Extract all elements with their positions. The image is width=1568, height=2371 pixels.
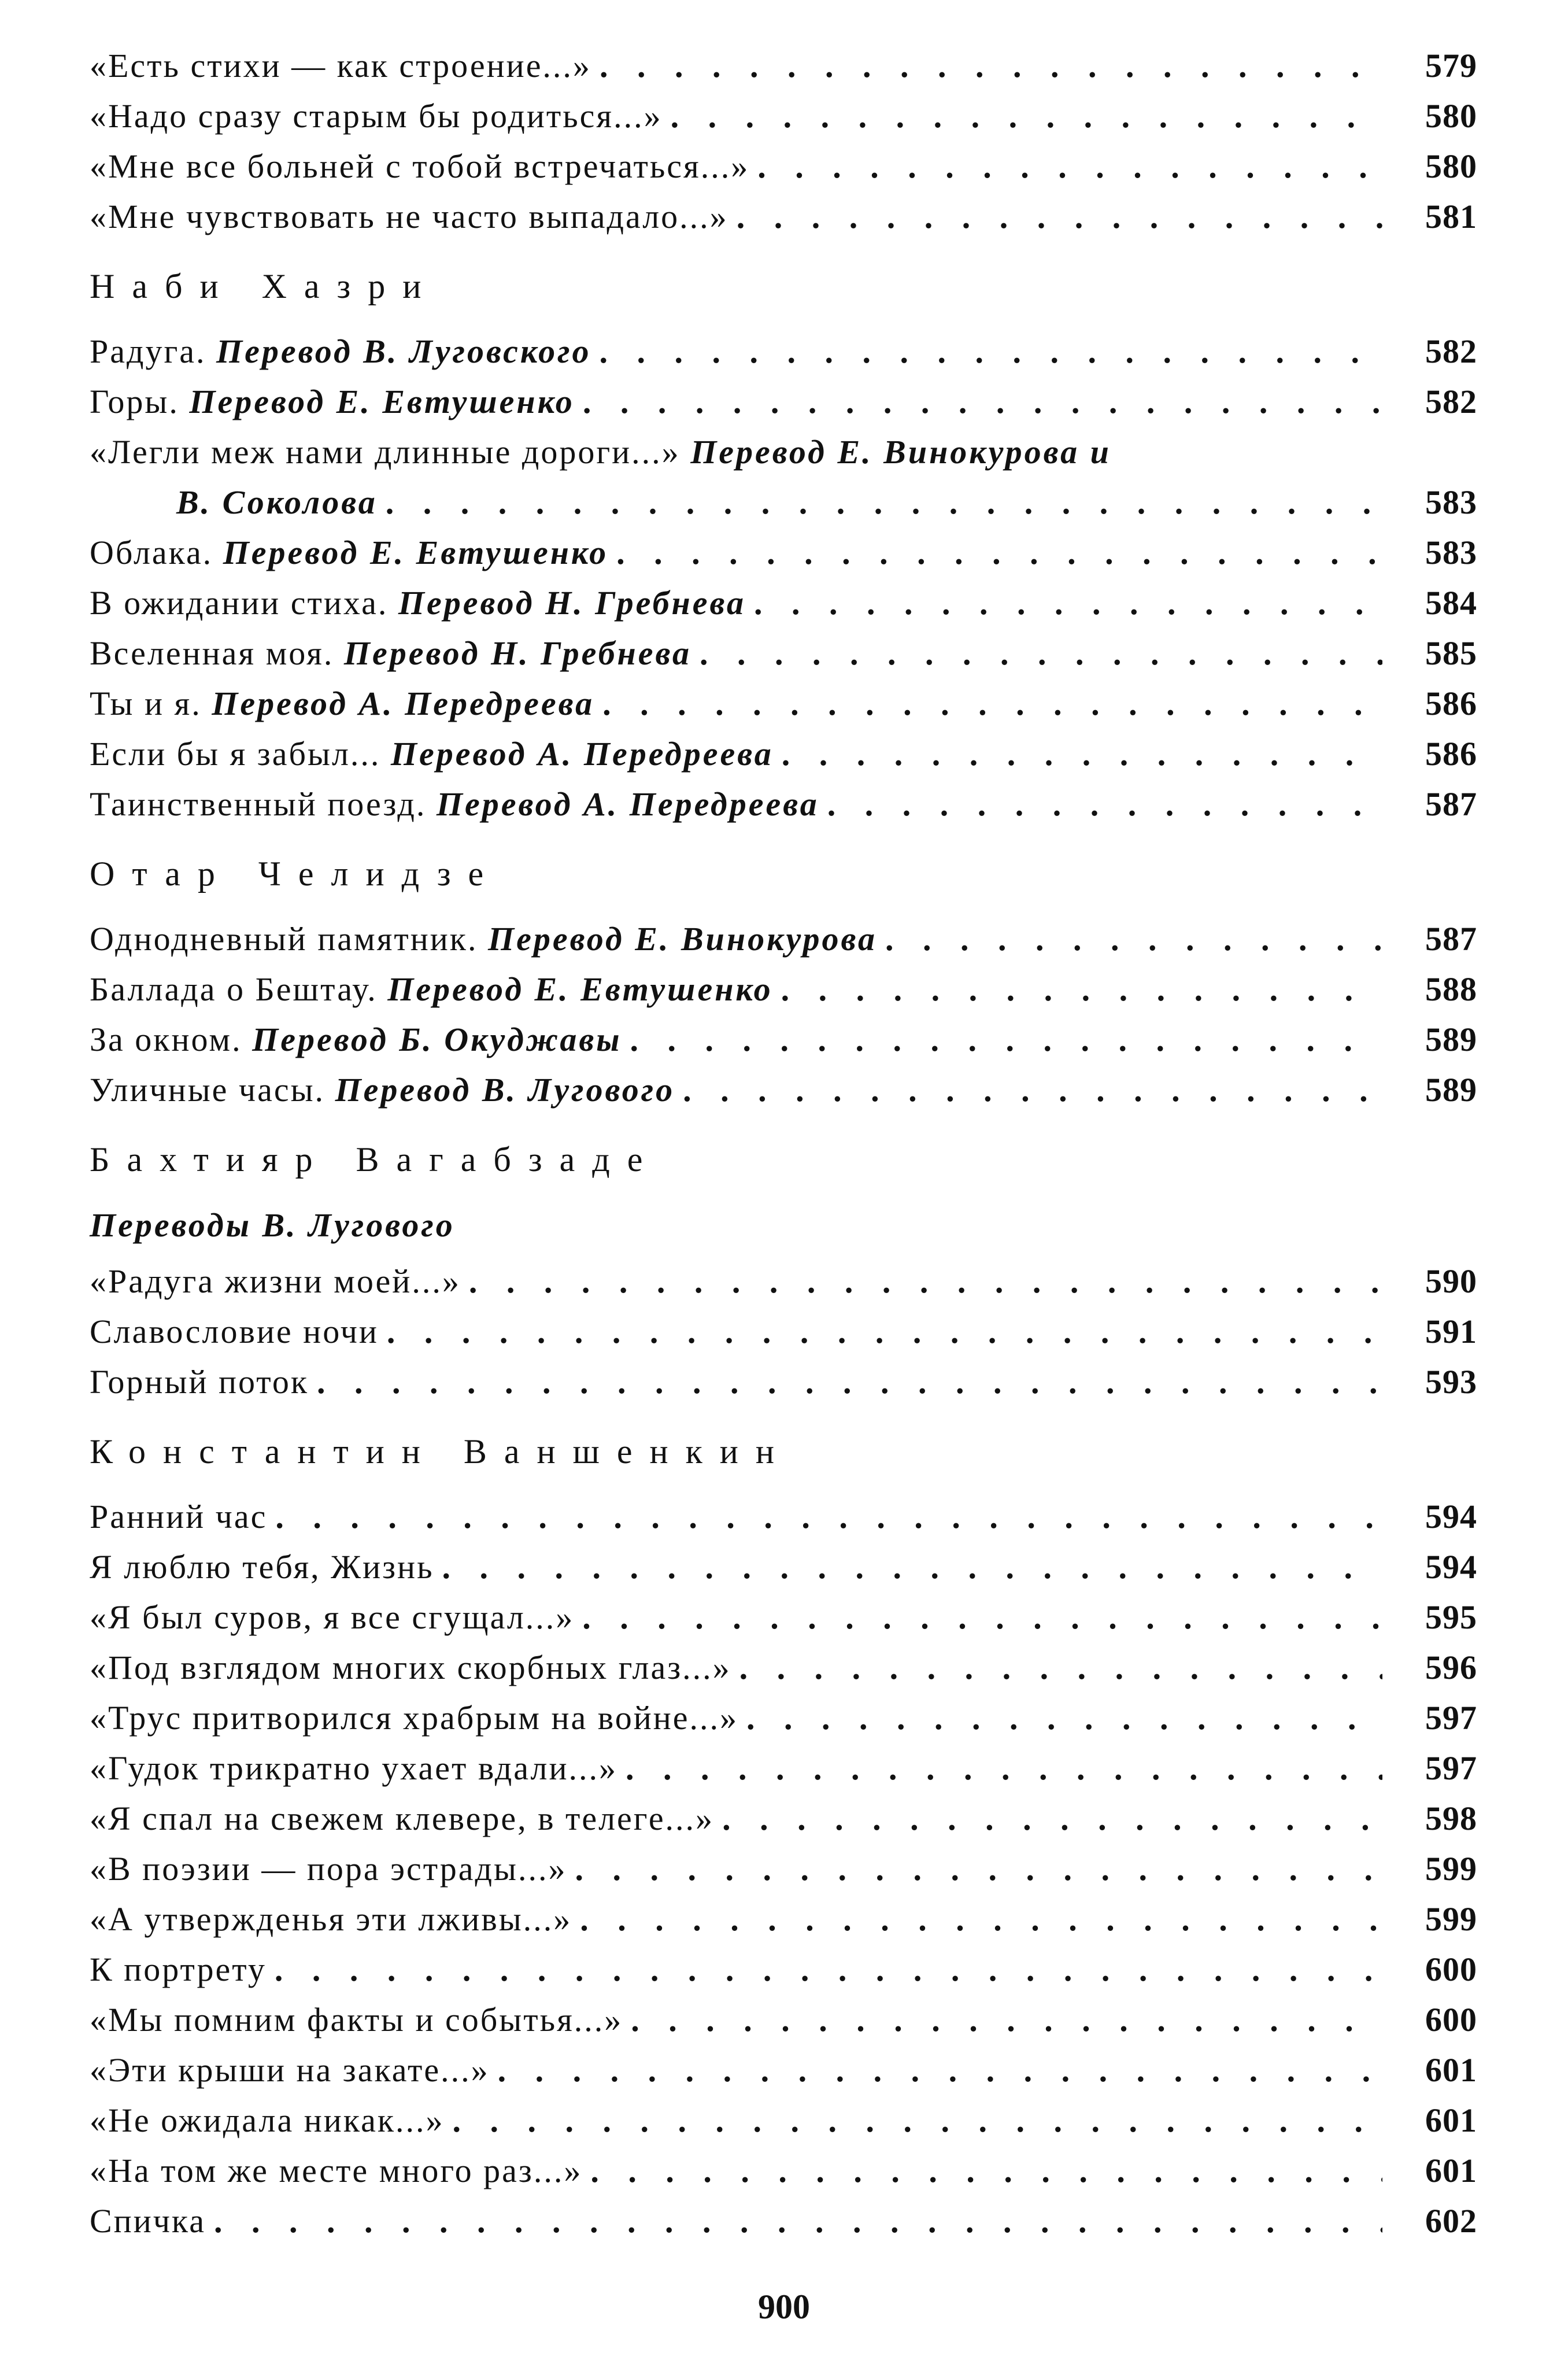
- entry-page-number: 580: [1425, 147, 1477, 185]
- entry-title-group: [90, 1844, 567, 1894]
- entry-title-group: [90, 2095, 445, 2145]
- dot-leader: [453, 2095, 1382, 2145]
- toc-entry: [90, 729, 1477, 779]
- entry-title-group: [90, 1693, 738, 1743]
- entry-title-group: [90, 1357, 309, 1407]
- entry-title: Ты и я.: [90, 685, 202, 722]
- entry-title: Славословие ночи: [90, 1313, 379, 1350]
- entry-title-group: [90, 2045, 490, 2095]
- dot-leader: [583, 376, 1382, 427]
- entry-title: «Есть стихи — как строение...»: [90, 47, 591, 84]
- toc-entry: [90, 2045, 1477, 2095]
- entry-title: Если бы я забыл...: [90, 735, 381, 773]
- entry-title: «Не ожидала никак...»: [90, 2102, 445, 2139]
- entry-title-group: [90, 1491, 267, 1542]
- entry-title: «Под взглядом многих скорбных глаз...»: [90, 1649, 731, 1686]
- toc-entry: [90, 1944, 1477, 1995]
- entry-translator: Перевод В. Луговского: [216, 333, 591, 370]
- entry-translator-continued: В. Соколова: [176, 483, 378, 521]
- entry-page-number: 588: [1425, 970, 1477, 1008]
- entry-title-group: [90, 1743, 617, 1793]
- entry-title-group: [90, 1995, 623, 2045]
- dot-leader: [885, 914, 1382, 964]
- table-of-contents: [90, 40, 1477, 2246]
- dot-leader: [387, 1306, 1382, 1357]
- entry-title: «Эти крыши на закате...»: [90, 2051, 490, 2089]
- dot-leader: [582, 1592, 1382, 1642]
- dot-leader: [590, 2145, 1382, 2196]
- dot-leader: [442, 1542, 1382, 1592]
- entry-title: «А утвержденья эти лживы...»: [90, 1900, 572, 1938]
- entry-title: Спичка: [90, 2202, 206, 2240]
- entry-page-number: 586: [1425, 735, 1477, 773]
- entry-page-number: 583: [1425, 483, 1477, 521]
- entry-page-number: 596: [1425, 1649, 1477, 1686]
- toc-entry: [90, 1995, 1477, 2045]
- entry-translator: Перевод А. Передреева: [390, 735, 774, 773]
- entry-title-group: [90, 191, 728, 242]
- entry-page-number: 587: [1425, 920, 1477, 958]
- toc-entry: [90, 1014, 1477, 1065]
- entry-title-group: [90, 527, 608, 578]
- entry-title-group: [90, 1894, 572, 1944]
- toc-entry: [90, 678, 1477, 729]
- entry-title-group: [90, 1944, 267, 1995]
- author-heading: Наби Хазри: [90, 267, 439, 305]
- dot-leader: [757, 141, 1382, 191]
- entry-page-number: 594: [1425, 1548, 1477, 1586]
- entry-title: «Мне все больней с тобой встречаться...»: [90, 147, 750, 185]
- entry-title: «Легли меж нами длинные дороги...»: [90, 433, 681, 471]
- entry-page-number: 600: [1425, 2001, 1477, 2038]
- dot-leader: [781, 964, 1382, 1014]
- entry-title-group: [90, 578, 746, 628]
- dot-leader: [700, 628, 1382, 678]
- entry-title: В ожидании стиха.: [90, 584, 389, 622]
- dot-leader: [626, 1743, 1382, 1793]
- entry-title: «Мы помним факты и событья...»: [90, 2001, 623, 2038]
- dot-leader: [386, 477, 1382, 527]
- entry-page-number: 598: [1425, 1800, 1477, 1837]
- entry-page-number: 597: [1425, 1699, 1477, 1737]
- dot-leader: [739, 1642, 1382, 1693]
- toc-entry: [90, 1306, 1477, 1357]
- entry-page-number: 582: [1425, 333, 1477, 370]
- dot-leader: [580, 1894, 1382, 1944]
- toc-entry: [90, 964, 1477, 1014]
- entry-title-group: [90, 628, 691, 678]
- toc-entry: [90, 527, 1477, 578]
- entry-page-number: 590: [1425, 1262, 1477, 1300]
- entry-title: Горы.: [90, 383, 179, 420]
- entry-page-number: 587: [1425, 785, 1477, 823]
- entry-page-number: 584: [1425, 584, 1477, 622]
- dot-leader: [275, 1944, 1382, 1995]
- entry-page-number: 595: [1425, 1598, 1477, 1636]
- entry-title-group: [90, 964, 773, 1014]
- entry-title-group: [90, 1256, 461, 1306]
- entry-page-number: 585: [1425, 634, 1477, 672]
- entry-translator: Перевод Н. Гребнева: [343, 634, 692, 672]
- toc-entry: [90, 1065, 1477, 1115]
- toc-entry: [90, 1844, 1477, 1894]
- entry-translator: Перевод Е. Винокурова и: [690, 433, 1111, 471]
- dot-leader: [469, 1256, 1382, 1306]
- toc-entry: [90, 91, 1477, 141]
- entry-title-group: [90, 376, 575, 427]
- entry-title: Уличные часы.: [90, 1071, 326, 1109]
- toc-entry: [90, 326, 1477, 376]
- dot-leader: [782, 729, 1382, 779]
- dot-leader: [746, 1693, 1382, 1743]
- author-heading: Константин Ваншенкин: [90, 1432, 792, 1471]
- entry-title-group: [90, 1642, 731, 1693]
- toc-entry: [90, 914, 1477, 964]
- entry-title: Облака.: [90, 534, 213, 571]
- entry-title-group: [90, 914, 877, 964]
- entry-title: «Я спал на свежем клевере, в телеге...»: [90, 1800, 715, 1837]
- toc-entry: [90, 1491, 1477, 1542]
- entry-title: Ранний час: [90, 1498, 268, 1535]
- entry-title-group: [90, 141, 749, 191]
- entry-translator: Перевод Б. Окуджавы: [252, 1021, 622, 1058]
- entry-page-number: 579: [1425, 47, 1477, 84]
- toc-entry: [90, 1542, 1477, 1592]
- entry-title-group: [90, 326, 591, 376]
- toc-entry: [90, 427, 1477, 477]
- entry-title-group: [90, 2145, 582, 2196]
- entry-title-group: [90, 779, 819, 829]
- entry-page-number: 580: [1425, 97, 1477, 135]
- dot-leader: [616, 527, 1382, 578]
- toc-entry: [90, 1793, 1477, 1844]
- toc-entry: [90, 1357, 1477, 1407]
- dot-leader: [737, 191, 1382, 242]
- toc-entry: [90, 2196, 1477, 2246]
- dot-leader: [630, 1014, 1382, 1065]
- entry-title: «Радуга жизни моей...»: [90, 1262, 461, 1300]
- toc-entry: [90, 779, 1477, 829]
- toc-entry: [90, 1743, 1477, 1793]
- entry-page-number: 600: [1425, 1951, 1477, 1988]
- entry-title-group: [90, 1306, 379, 1357]
- dot-leader: [671, 91, 1382, 141]
- entry-title: Баллада о Бештау.: [90, 970, 378, 1008]
- entry-title-group: [90, 2196, 206, 2246]
- toc-entry: [90, 2095, 1477, 2145]
- entry-page-number: 593: [1425, 1363, 1477, 1401]
- entry-translator: Перевод А. Передреева: [436, 785, 819, 823]
- entry-title: К портрету: [90, 1951, 267, 1988]
- dot-leader: [498, 2045, 1382, 2095]
- entry-page-number: 597: [1425, 1749, 1477, 1787]
- entry-page-number: 582: [1425, 383, 1477, 420]
- entry-page-number: 599: [1425, 1900, 1477, 1938]
- entry-page-number: 602: [1425, 2202, 1477, 2240]
- dot-leader: [683, 1065, 1382, 1115]
- entry-title: «Мне чувствовать не часто выпадало...»: [90, 198, 728, 235]
- entry-page-number: 601: [1425, 2152, 1477, 2189]
- entry-title: Радуга.: [90, 333, 206, 370]
- entry-translator: Перевод Е. Евтушенко: [189, 383, 575, 420]
- toc-entry: [90, 141, 1477, 191]
- entry-translator: Перевод Е. Евтушенко: [223, 534, 609, 571]
- dot-leader: [275, 1491, 1382, 1542]
- entry-title: Таинственный поезд.: [90, 785, 427, 823]
- entry-title: За окном.: [90, 1021, 242, 1058]
- entry-title-group: [90, 40, 591, 91]
- entry-title: «Гудок трикратно ухает вдали...»: [90, 1749, 618, 1787]
- toc-entry: [90, 191, 1477, 242]
- entry-title-group: [90, 427, 1111, 477]
- entry-translator: Перевод Е. Винокурова: [488, 920, 877, 958]
- toc-entry: [90, 578, 1477, 628]
- dot-leader: [602, 678, 1382, 729]
- entry-page-number: 599: [1425, 1850, 1477, 1888]
- entry-translator: Перевод В. Лугового: [335, 1071, 675, 1109]
- entry-page-number: 591: [1425, 1313, 1477, 1350]
- entry-title-group: [90, 1592, 574, 1642]
- dot-leader: [600, 40, 1382, 91]
- entry-page-number: 601: [1425, 2102, 1477, 2139]
- toc-entry: [90, 40, 1477, 91]
- entry-title: Горный поток: [90, 1363, 309, 1401]
- entry-title-group: [90, 91, 663, 141]
- entry-title: «В поэзии — пора эстрады...»: [90, 1850, 567, 1888]
- entry-page-number: 589: [1425, 1071, 1477, 1109]
- entry-title-group: [90, 678, 594, 729]
- entry-page-number: 586: [1425, 685, 1477, 722]
- toc-entry: [90, 1256, 1477, 1306]
- toc-entry: [90, 1642, 1477, 1693]
- entry-page-number: 594: [1425, 1498, 1477, 1535]
- entry-title-group: [90, 1793, 714, 1844]
- entry-translator: Перевод А. Передреева: [212, 685, 595, 722]
- entry-title: Вселенная моя.: [90, 634, 334, 672]
- author-heading: Отар Челидзе: [90, 855, 501, 893]
- entry-title-group: [90, 729, 774, 779]
- page-number: 900: [758, 2288, 810, 2326]
- entry-title-group: [90, 1542, 434, 1592]
- dot-leader: [722, 1793, 1382, 1844]
- entry-title-group: [90, 1065, 675, 1115]
- dot-leader: [214, 2196, 1382, 2246]
- entry-title: «Надо сразу старым бы родиться...»: [90, 97, 663, 135]
- entry-page-number: 601: [1425, 2051, 1477, 2089]
- dot-leader: [827, 779, 1382, 829]
- dot-leader: [754, 578, 1382, 628]
- toc-entry: [90, 1693, 1477, 1743]
- entry-page-number: 589: [1425, 1021, 1477, 1058]
- toc-entry: [90, 1894, 1477, 1944]
- toc-entry: [90, 628, 1477, 678]
- toc-entry: [90, 1592, 1477, 1642]
- translator-subheading: Переводы В. Лугового: [90, 1206, 455, 1244]
- toc-entry-continuation: [90, 477, 1477, 527]
- entry-page-number: 583: [1425, 534, 1477, 571]
- dot-leader: [600, 326, 1382, 376]
- entry-page-number: 581: [1425, 198, 1477, 235]
- dot-leader: [317, 1357, 1382, 1407]
- entry-translator: Перевод Е. Евтушенко: [387, 970, 773, 1008]
- dot-leader: [631, 1995, 1382, 2045]
- entry-title: Однодневный памятник.: [90, 920, 478, 958]
- entry-title-group: [90, 1014, 622, 1065]
- dot-leader: [575, 1844, 1382, 1894]
- author-heading: Бахтияр Вагабзаде: [90, 1140, 660, 1179]
- entry-title: Я люблю тебя, Жизнь: [90, 1548, 434, 1586]
- toc-entry: [90, 376, 1477, 427]
- entry-translator: Перевод Н. Гребнева: [398, 584, 746, 622]
- entry-title: «Трус притворился храбрым на войне...»: [90, 1699, 739, 1737]
- toc-entry: [90, 2145, 1477, 2196]
- entry-title: «На том же месте много раз...»: [90, 2152, 583, 2189]
- entry-title: «Я был суров, я все сгущал...»: [90, 1598, 575, 1636]
